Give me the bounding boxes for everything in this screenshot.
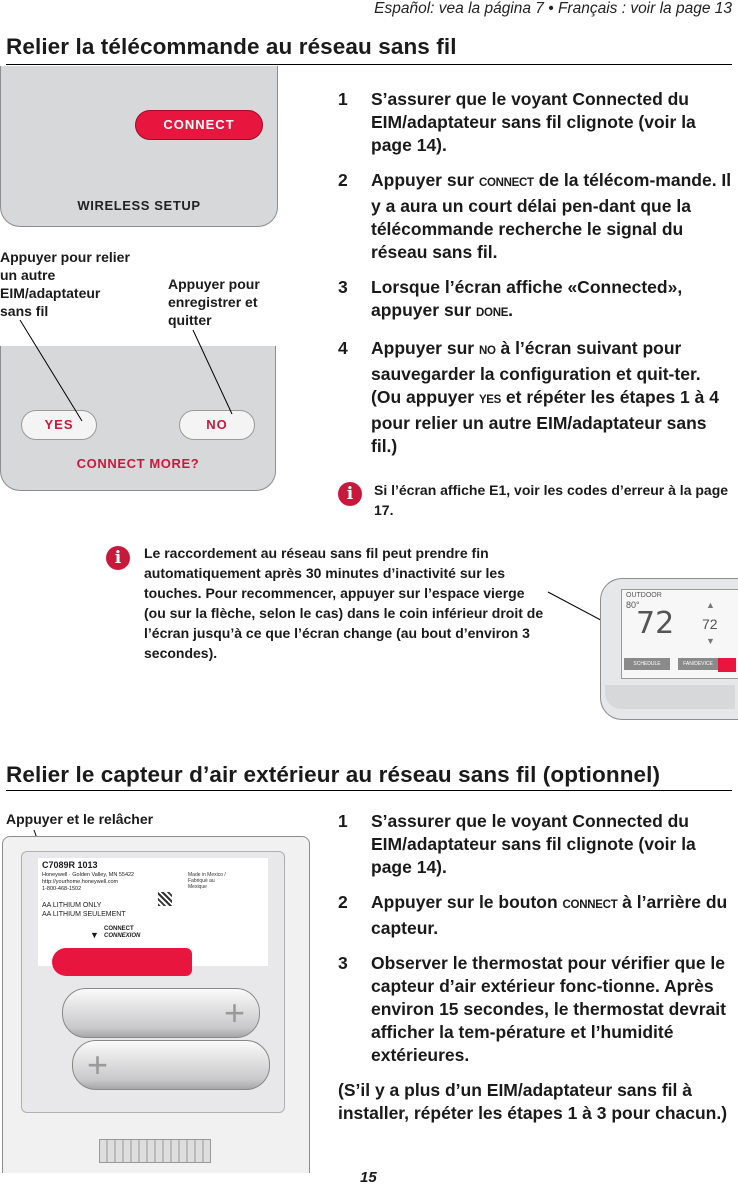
connect-keyword: CONNECT bbox=[562, 899, 618, 911]
thermostat-display bbox=[621, 589, 738, 679]
blank-corner-button[interactable] bbox=[718, 658, 736, 672]
thermostat-illustration bbox=[600, 578, 738, 720]
info-icon: i bbox=[338, 482, 362, 506]
connexion-label: CONNEXION bbox=[104, 933, 141, 939]
outdoor-temp: 80° bbox=[626, 600, 640, 610]
step-1: 1 S’assurer que le voyant Connected du EIM/adaptateur sans fil clignote (voir la page 14). bbox=[338, 89, 696, 155]
yes-button[interactable]: YES bbox=[21, 410, 97, 440]
company-phone: 1-800-468-1502 bbox=[42, 886, 82, 892]
step-4: 4 Appuyer sur NO à l’écran suivant pour sauvegarder la configuration et quit-ter. (Ou appuyer YES et répéter les étapes 1 à 4 pour relier un autre EIM/adaptateur sans fil.) bbox=[338, 338, 719, 456]
up-arrow-icon[interactable]: ▲ bbox=[706, 600, 715, 610]
connect-label: CONNECT bbox=[104, 926, 134, 932]
step-2: 2 Appuyer sur le bouton CONNECT à l’arrière du capteur. bbox=[338, 892, 728, 938]
step-3: 3 Observer le thermostat pour vérifier que le capteur d’air extérieur fonc-tionne. Après environ 15 secondes, le thermostat devrait afficher la tem-pérature et l’humidité extérieures. bbox=[338, 953, 726, 1065]
company-website: http://yourhome.honeywell.com bbox=[42, 879, 119, 885]
fan-button[interactable]: FAN/DEVICE bbox=[678, 658, 718, 670]
leader-line-yes bbox=[20, 320, 82, 421]
company-address: Honeywell · Golden Valley, MN 55422 bbox=[42, 872, 135, 878]
callout-yes: Appuyer pour relier un autre EIM/adaptateur sans fil bbox=[0, 249, 130, 319]
section-title-sensor: Relier le capteur d’air extérieur au réseau sans fil (optionnel) bbox=[6, 762, 661, 787]
info-icon: i bbox=[106, 546, 130, 570]
connect-more-caption: CONNECT MORE? bbox=[76, 456, 200, 471]
error-code-note: Si l’écran affiche E1, voir les codes d’erreur à la page 17. bbox=[374, 482, 729, 518]
set-temp: 72 bbox=[702, 616, 718, 632]
sensor-clip bbox=[99, 1139, 211, 1163]
step-3: 3 Lorsque l’écran affiche «Connected», appuyer sur DONE. bbox=[338, 277, 683, 320]
wireless-setup-caption: WIRELESS SETUP bbox=[77, 198, 201, 213]
battery-type-en: AA LITHIUM ONLY bbox=[42, 902, 102, 909]
callout-press-release: Appuyer et le relâcher bbox=[6, 811, 154, 827]
timeout-note: Le raccordement au réseau sans fil peut prendre fin automatiquement après 30 minutes d’inactivité sur les touches. Pour recommencer, appuyer sur l’espace vierge (ou sur la flèche, selon le cas) dans le coin inférieur droit de l’écran jusqu’à ce que l’écran change (au bout d’environ 3 secondes). bbox=[144, 545, 544, 661]
down-arrow-icon: ▼ bbox=[90, 930, 99, 940]
leader-line-no bbox=[193, 330, 232, 414]
battery-aa bbox=[62, 988, 260, 1038]
closing-note: (S’il y a plus d’un EIM/adaptateur sans fil à installer, répéter les étapes 1 à 3 pour chacun.) bbox=[338, 1080, 728, 1123]
section-divider bbox=[6, 790, 732, 791]
section-title-remote: Relier la télécommande au réseau sans fil bbox=[6, 34, 457, 59]
model-number: C7089R 1013 bbox=[42, 860, 98, 870]
steps-list-remote bbox=[338, 88, 734, 470]
steps-list-sensor bbox=[338, 810, 734, 1125]
connect-keyword: CONNECT bbox=[478, 177, 534, 189]
down-arrow-icon[interactable]: ▼ bbox=[706, 636, 715, 646]
step-2: 2 Appuyer sur CONNECT de la télécom-mande. Il y a aura un court délai pen-dant que la télécommande recherche le signal du réseau sans fil. bbox=[338, 170, 732, 262]
done-keyword: DONE bbox=[476, 307, 509, 319]
step-1: 1 S’assurer que le voyant Connected du EIM/adaptateur sans fil clignote (voir la page 14). bbox=[338, 811, 696, 877]
battery-compartment bbox=[21, 851, 285, 1113]
side-text: Made in Mexico / Fabriqué au Mexique bbox=[188, 872, 226, 890]
connect-button[interactable] bbox=[52, 948, 192, 976]
no-button[interactable]: NO bbox=[179, 410, 255, 440]
callout-no: Appuyer pour enregistrer et quitter bbox=[168, 276, 260, 328]
language-references: Español: vea la página 7 • Français : voir la page 13 bbox=[374, 0, 732, 17]
connect-button[interactable]: CONNECT bbox=[135, 110, 263, 140]
outdoor-label: OUTDOOR bbox=[626, 592, 662, 599]
battery-aa bbox=[72, 1040, 270, 1090]
yes-keyword: YES bbox=[478, 394, 502, 406]
schedule-button[interactable]: SCHEDULE bbox=[624, 658, 670, 670]
indoor-temp: 72 bbox=[636, 606, 675, 641]
thermostat-base bbox=[605, 685, 735, 709]
battery-type-fr: AA LITHIUM SEULEMENT bbox=[42, 911, 126, 918]
barcode-icon bbox=[158, 892, 172, 906]
battery-plus-icon: + bbox=[87, 1044, 109, 1085]
outdoor-sensor-illustration bbox=[2, 836, 310, 1173]
no-keyword: NO bbox=[478, 345, 496, 357]
battery-plus-icon: + bbox=[223, 992, 245, 1033]
page-number: 15 bbox=[360, 1169, 377, 1186]
